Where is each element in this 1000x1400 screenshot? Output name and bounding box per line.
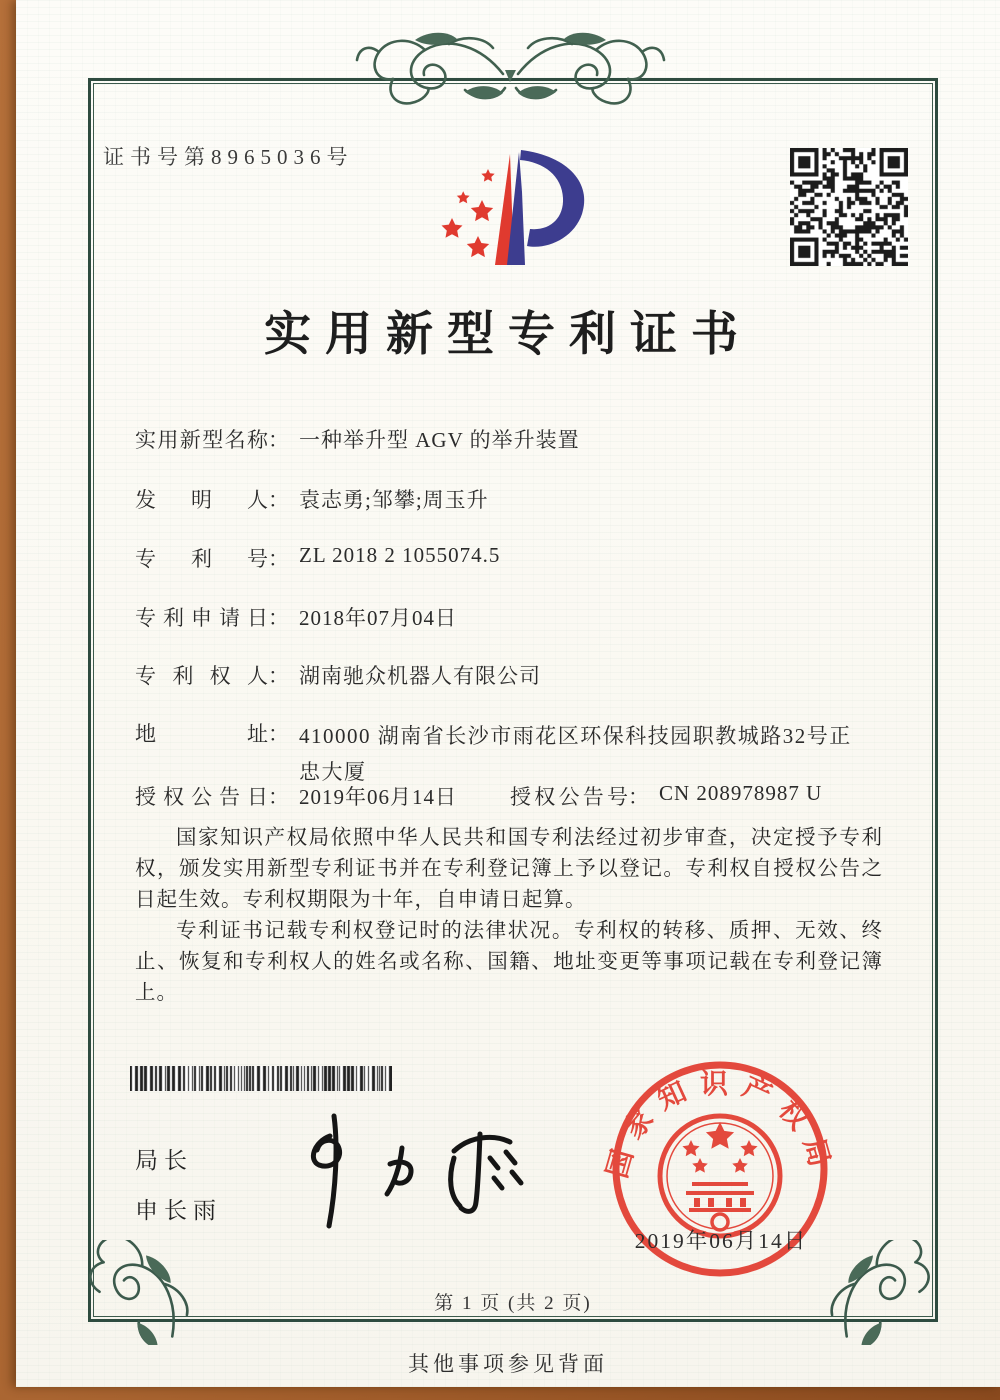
colon: ： bbox=[628, 785, 649, 809]
certificate-number: 证书号第8965036号 bbox=[103, 145, 354, 169]
field-grant-number bbox=[510, 781, 822, 811]
barcode bbox=[130, 1066, 392, 1091]
field-value: 湖南驰众机器人有限公司 bbox=[299, 664, 541, 688]
certificate-paper bbox=[16, 0, 1000, 1387]
legal-paragraph-2: 专利证书记载专利权登记时的法律状况。专利权的转移、质押、无效、终止、恢复和专利权人的姓名或名称、国籍、地址变更等事项记载在专利登记簿上。 bbox=[135, 920, 883, 1004]
colon: ： bbox=[268, 606, 289, 630]
field-label: 专利号 bbox=[135, 547, 268, 571]
qr-code bbox=[790, 148, 908, 266]
field-filing-date bbox=[135, 602, 457, 632]
top-flourish-icon bbox=[353, 22, 668, 122]
legal-text bbox=[135, 823, 883, 1009]
director-name: 申长雨 bbox=[135, 1198, 222, 1223]
field-label: 专利权人 bbox=[135, 664, 268, 688]
back-note: 其他事项参见背面 bbox=[408, 1352, 608, 1376]
page-number: 第 1 页 (共 2 页) bbox=[434, 1293, 592, 1314]
field-grant-date bbox=[135, 781, 823, 811]
colon: ： bbox=[268, 785, 289, 809]
legal-paragraph-1: 国家知识产权局依照中华人民共和国专利法经过初步审查，决定授予专利权，颁发实用新型专利证书并在专利登记簿上予以登记。专利权自授权公告之日起生效。专利权期限为十年，自申请日起算。 bbox=[135, 827, 883, 911]
seal-text: 国家知识产权局 bbox=[602, 1069, 838, 1182]
handwritten-signature-icon bbox=[284, 1106, 539, 1238]
bottom-left-flourish-icon bbox=[68, 1240, 203, 1345]
field-inventors bbox=[135, 484, 489, 514]
field-address bbox=[135, 718, 854, 790]
field-label: 地址 bbox=[135, 722, 268, 746]
certificate-title: 实用新型专利证书 bbox=[264, 309, 752, 361]
colon: ： bbox=[268, 488, 289, 512]
field-patentee bbox=[135, 660, 541, 690]
field-value: 一种举升型 AGV 的举升装置 bbox=[299, 428, 580, 452]
director-block bbox=[135, 1142, 222, 1225]
field-label: 专利申请日 bbox=[135, 606, 268, 630]
field-label: 实用新型名称 bbox=[135, 428, 268, 452]
colon: ： bbox=[268, 722, 289, 746]
field-value: 2018年07月04日 bbox=[299, 606, 457, 630]
colon: ： bbox=[268, 428, 289, 452]
field-label: 授权公告号 bbox=[510, 785, 628, 809]
director-title: 局长 bbox=[135, 1148, 193, 1173]
field-value: 袁志勇;邹攀;周玉升 bbox=[299, 488, 489, 512]
seal-date: 2019年06月14日 bbox=[634, 1229, 808, 1253]
field-patent-number bbox=[135, 543, 500, 573]
field-value: 2019年06月14日 bbox=[299, 785, 457, 809]
field-label: 授权公告日 bbox=[135, 785, 268, 809]
field-value: CN 208978987 U bbox=[659, 781, 823, 805]
field-value: 410000 湖南省长沙市雨花区环保科技园职教城路32号正忠大厦 bbox=[299, 724, 852, 784]
field-value: ZL 2018 2 1055074.5 bbox=[299, 543, 501, 567]
field-label: 发明人 bbox=[135, 488, 268, 512]
colon: ： bbox=[268, 547, 289, 571]
field-utility-model-name bbox=[135, 424, 580, 454]
colon: ： bbox=[268, 664, 289, 688]
bottom-right-flourish-icon bbox=[816, 1240, 951, 1345]
cnipa-patent-logo-icon bbox=[404, 132, 619, 297]
